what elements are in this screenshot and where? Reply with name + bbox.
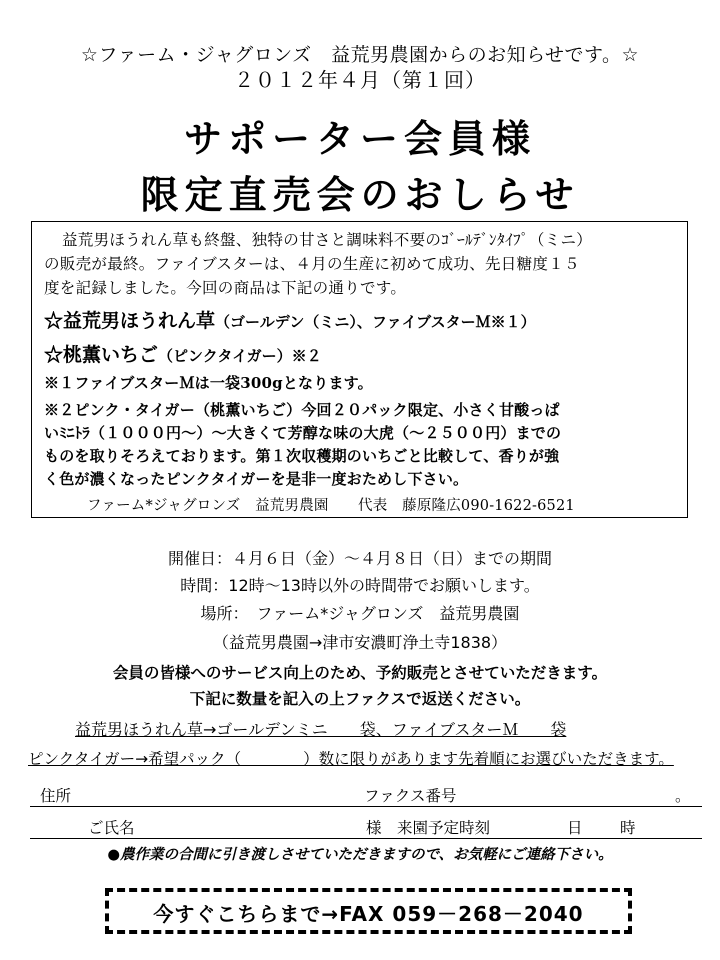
announcement-line: ☆ファーム・ジャグロンズ 益荒男農園からのお知らせです。☆ — [80, 44, 640, 66]
fax-box — [105, 888, 632, 934]
event-place: 場所： ファーム*ジャグロンズ 益荒男農園 — [200, 604, 520, 623]
intro-line-1: 益荒男ほうれん草も終盤、独特の甘さと調味料不要のｺﾞｰﾙﾃﾞﾝﾀｲﾌﾟ（ミニ） — [62, 231, 593, 249]
fax-number-label: ファクス番号 — [364, 787, 457, 805]
address-label: 住所 — [40, 787, 72, 805]
service-line-2: 下記に数量を記入の上ファクスで返送ください。 — [189, 690, 531, 708]
product-strawberry — [44, 340, 322, 367]
event-address: （益荒男農園→津市安濃町浄土寺1838） — [212, 633, 508, 652]
order-strawberry-field[interactable]: ピンクタイガー→希望パック（ ）数に限りがあります先着順にお選びいただきます。 — [28, 750, 674, 768]
product-spinach — [44, 306, 536, 333]
visit-time-label: 様 来園予定時刻 — [366, 819, 491, 837]
event-date: 開催日：４月６日（金）～４月８日（日）までの期間 — [167, 549, 552, 568]
note-2-line-3: ものを取りそろえております。第１次収穫期のいちごと比較して、香りが強 — [44, 447, 560, 465]
event-time: 時間：12時～13時以外の時間帯でお願いします。 — [180, 576, 540, 595]
fax-number: 今すぐこちらまで→FAX 059－268－2040 — [153, 902, 584, 926]
product-spinach-detail: （ゴールデン（ミニ）、ファイブスターＭ※１） — [215, 313, 536, 331]
name-visit-field[interactable] — [30, 814, 702, 839]
address-fax-field[interactable] — [30, 782, 702, 807]
hour-label: 時 — [620, 819, 636, 837]
name-label: ご氏名 — [88, 819, 135, 837]
contact-note: ●農作業の合間に引き渡しさせていただきますので、お気軽にご連絡下さい。 — [107, 847, 613, 863]
product-strawberry-name: ☆桃薫いちご — [44, 344, 159, 366]
notice-box — [31, 221, 688, 518]
note-2-line-1: ※２ピンク・タイガー（桃薫いちご）今回２０パック限定、小さく甘酸っぱ — [44, 401, 560, 419]
product-spinach-name: ☆益荒男ほうれん草 — [44, 310, 216, 332]
service-line-1: 会員の皆様へのサービス向上のため、予約販売とさせていただきます。 — [112, 664, 608, 682]
page-title-line2: 限定直売会のおしらせ — [140, 172, 580, 217]
day-label: 日 — [567, 819, 583, 837]
address-row-end: 。 — [675, 787, 691, 805]
page-title-line1: サポーター会員様 — [183, 116, 536, 161]
note-2-line-4: く色が濃くなったピンクタイガーを是非一度おためし下さい。 — [44, 470, 469, 488]
intro-line-2: の販売が最終。ファイブスターは、４月の生産に初めて成功、先日糖度１５ — [44, 255, 580, 273]
intro-line-3: 度を記録しました。今回の商品は下記の通りです。 — [44, 279, 407, 297]
issue-date: ２０１２年４月（第１回） — [234, 68, 486, 92]
signature: ファーム*ジャグロンズ 益荒男農園 代表 藤原隆広090-1622-6521 — [87, 498, 575, 514]
product-strawberry-detail: （ピンクタイガー）※２ — [158, 347, 322, 365]
note-2-line-2: いﾐﾆﾄﾗ（１０００円～）～大きくて芳醇な味の大虎（～２５００円）までの — [44, 424, 562, 442]
order-spinach-field[interactable]: 益荒男ほうれん草→ゴールデンミニ 袋、ファイブスターＭ 袋 — [75, 720, 567, 739]
note-1: ※１ファイブスターＭは一袋300gとなります。 — [44, 374, 373, 392]
